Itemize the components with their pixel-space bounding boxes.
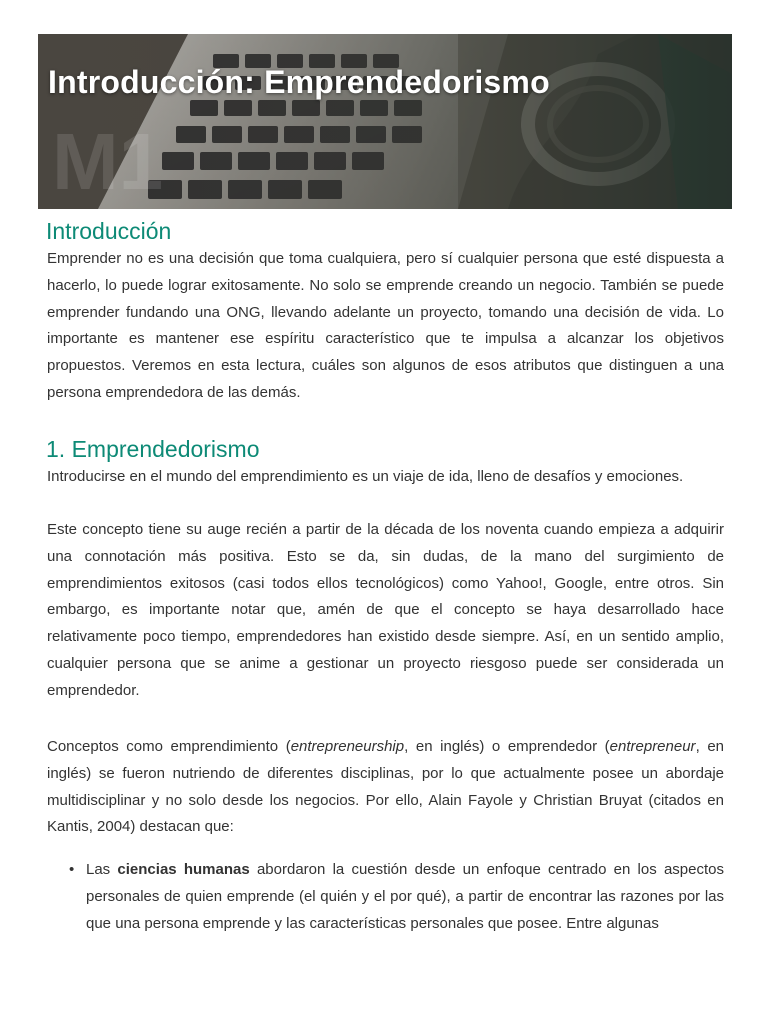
list-item xyxy=(69,857,724,937)
page-title: Introducción: Emprendedorismo xyxy=(48,64,550,100)
term-entrepreneur: entrepreneur xyxy=(609,738,696,755)
paragraph-text: , en inglés) o emprendedor ( xyxy=(404,738,610,755)
header-banner xyxy=(38,34,732,209)
bullet-text: Las xyxy=(86,861,118,878)
bullet-text: abordaron la cuestión desde un enfoque centrado en los aspectos personales de quien emprende (el quién y el por qué), a partir de encontrar las razones por las que una persona emprende y las características personales que posee. Entre algunas xyxy=(86,861,724,932)
section1-heading: 1. Emprendedorismo xyxy=(46,436,260,462)
paragraph-text: , en inglés) se fueron nutriendo de diferentes disciplinas, por lo que actualmente posee un abordaje multidisciplinar y no solo desde los negocios. Por ello, Alain Fayole y Christian Bruyat (citados en Kantis, 2004) destacan que: xyxy=(47,738,724,836)
intro-heading: Introducción xyxy=(46,218,172,244)
module-watermark: M1 xyxy=(52,117,164,206)
paragraph-text: Conceptos como emprendimiento ( xyxy=(47,738,291,755)
section1-paragraph-3 xyxy=(47,734,724,841)
section1-paragraph-1: Introducirse en el mundo del emprendimiento es un viaje de ida, lleno de desafíos y emociones. xyxy=(47,468,684,485)
section1-paragraph-2: Este concepto tiene su auge recién a partir de la década de los noventa cuando empieza a adquirir una connotación más positiva. Esto se da, sin dudas, de la mano del surgimiento de emprendimientos exitosos (casi todos ellos tecnológicos) como Yahoo!, Google, entre otros. Sin embargo, es importante notar que, amén de que el concepto se haya desarrollado hace relativamente poco tiempo, emprendedores han existido desde siempre. Así, en un sentido amplio, cualquier persona que se anime a gestionar un proyecto riesgoso puede ser considerada un emprendedor. xyxy=(47,521,724,699)
bullet-list xyxy=(69,857,724,937)
term-entrepreneurship: entrepreneurship xyxy=(290,738,405,755)
bullet-bold-term: ciencias humanas xyxy=(117,861,250,878)
bullet-marker: • xyxy=(69,861,75,878)
intro-paragraph: Emprender no es una decisión que toma cualquiera, pero sí cualquier persona que esté dispuesta a hacerlo, lo puede lograr exitosamente. No solo se emprende creando un negocio. También se puede emprender fundando una ONG, llevando adelante un proyecto, tomando una decisión de vida. Lo importante es mantener ese espíritu característico que te impulsa a alcanzar los objetivos propuestos. Veremos en esta lectura, cuáles son algunos de esos atributos que distinguen a una persona emprendedora de las demás. xyxy=(47,250,724,401)
